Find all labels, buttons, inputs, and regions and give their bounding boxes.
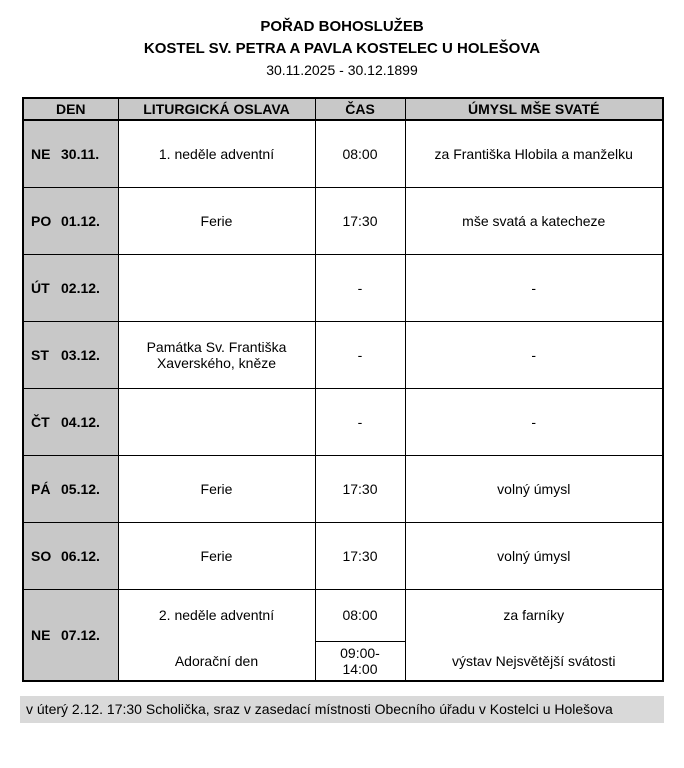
table-row bbox=[23, 254, 663, 321]
celebration-cell: 2. neděle adventní bbox=[118, 589, 315, 641]
day-date: 03.12. bbox=[61, 346, 100, 363]
day-abbr: ČT bbox=[31, 413, 50, 430]
intention-cell: - bbox=[405, 321, 663, 388]
day-cell bbox=[23, 187, 118, 254]
day-date: 07.12. bbox=[61, 626, 100, 643]
table-row bbox=[23, 388, 663, 455]
table-row bbox=[23, 455, 663, 522]
day-cell bbox=[23, 589, 118, 681]
schedule-table bbox=[22, 97, 664, 682]
day-date: 02.12. bbox=[61, 279, 100, 296]
document-title: POŘAD BOHOSLUŽEB bbox=[260, 18, 424, 35]
celebration-cell: Ferie bbox=[118, 187, 315, 254]
column-header-den: DEN bbox=[23, 98, 118, 120]
time-cell: 08:00 bbox=[315, 120, 405, 187]
date-range: 30.11.2025 - 30.12.1899 bbox=[266, 62, 418, 78]
day-date: 30.11. bbox=[61, 145, 100, 162]
column-header-oslava: LITURGICKÁ OSLAVA bbox=[118, 98, 315, 120]
document-header bbox=[22, 16, 662, 81]
day-abbr: ST bbox=[31, 346, 49, 363]
celebration-cell: Ferie bbox=[118, 522, 315, 589]
table-row bbox=[23, 589, 663, 641]
intention-cell: volný úmysl bbox=[405, 522, 663, 589]
day-date: 06.12. bbox=[61, 547, 100, 564]
day-date: 01.12. bbox=[61, 212, 100, 229]
intention-cell: za farníky bbox=[405, 589, 663, 641]
column-header-umysl: ÚMYSL MŠE SVATÉ bbox=[405, 98, 663, 120]
day-abbr: PÁ bbox=[31, 480, 51, 497]
intention-cell: volný úmysl bbox=[405, 455, 663, 522]
table-row bbox=[23, 641, 663, 681]
document-subtitle: KOSTEL SV. PETRA A PAVLA KOSTELEC U HOLEŠOVA bbox=[143, 40, 541, 57]
column-header-cas: ČAS bbox=[315, 98, 405, 120]
time-cell: 08:00 bbox=[315, 589, 405, 641]
celebration-cell bbox=[118, 254, 315, 321]
celebration-cell: Památka Sv. Františka Xaverského, kněze bbox=[118, 321, 315, 388]
day-abbr: ÚT bbox=[31, 279, 50, 296]
day-abbr: SO bbox=[31, 547, 52, 564]
time-cell: 17:30 bbox=[315, 455, 405, 522]
celebration-cell bbox=[118, 388, 315, 455]
table-header-row bbox=[23, 98, 663, 120]
day-cell bbox=[23, 388, 118, 455]
day-cell bbox=[23, 321, 118, 388]
day-cell bbox=[23, 455, 118, 522]
time-cell: - bbox=[315, 321, 405, 388]
time-cell: - bbox=[315, 254, 405, 321]
time-cell: 17:30 bbox=[315, 522, 405, 589]
table-row bbox=[23, 120, 663, 187]
table-row bbox=[23, 522, 663, 589]
table-row bbox=[23, 187, 663, 254]
day-date: 04.12. bbox=[61, 413, 100, 430]
day-cell bbox=[23, 254, 118, 321]
time-cell: - bbox=[315, 388, 405, 455]
celebration-cell: Adorační den bbox=[118, 641, 315, 681]
time-cell: 17:30 bbox=[315, 187, 405, 254]
day-date: 05.12. bbox=[61, 480, 100, 497]
intention-cell: - bbox=[405, 254, 663, 321]
table-row bbox=[23, 321, 663, 388]
time-cell: 09:00-14:00 bbox=[315, 641, 405, 681]
celebration-cell: Ferie bbox=[118, 455, 315, 522]
intention-cell: mše svatá a katecheze bbox=[405, 187, 663, 254]
intention-cell: výstav Nejsvětější svátosti bbox=[405, 641, 663, 681]
day-abbr: PO bbox=[31, 212, 52, 229]
day-abbr: NE bbox=[31, 145, 51, 162]
day-cell bbox=[23, 120, 118, 187]
day-cell bbox=[23, 522, 118, 589]
footnote: v úterý 2.12. 17:30 Scholička, sraz v zasedací místnosti Obecního úřadu v Kostelci u Holešova bbox=[20, 696, 664, 723]
intention-cell: - bbox=[405, 388, 663, 455]
intention-cell: za Františka Hlobila a manželku bbox=[405, 120, 663, 187]
day-abbr: NE bbox=[31, 626, 51, 643]
celebration-cell: 1. neděle adventní bbox=[118, 120, 315, 187]
